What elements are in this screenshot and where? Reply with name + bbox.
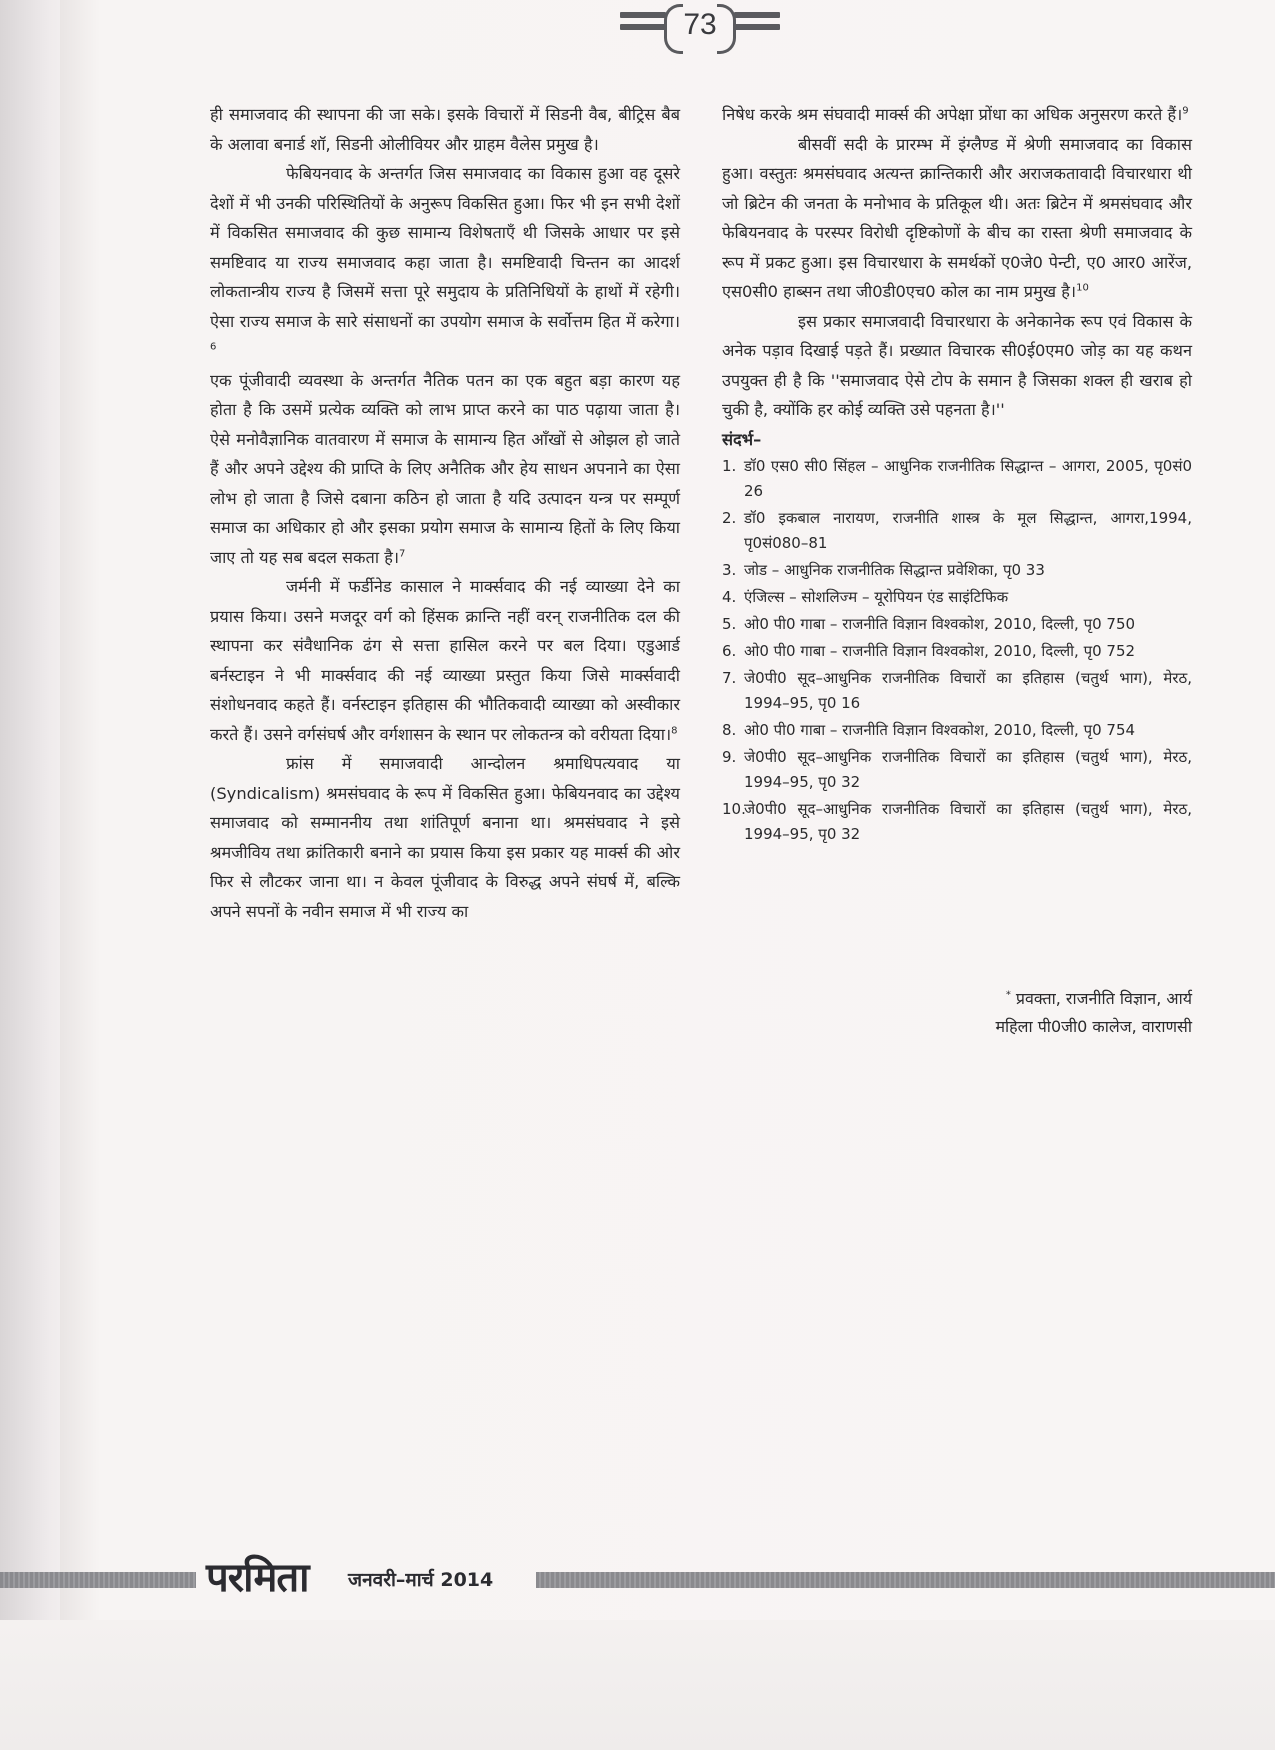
footer-rule-left bbox=[0, 1572, 196, 1588]
reference-item: 3. जोड – आधुनिक राजनीतिक सिद्धान्त प्रवेशिका, पृ0 33 bbox=[722, 561, 1045, 579]
paragraph: ही समाजवाद की स्थापना की जा सके। इसके विचारों में सिडनी वैब, बीट्रिस बैब के अलावा बनार्ड शॉ, सिडनी ओलीवियर और ग्राहम वैलेस प्रमुख है। bbox=[210, 105, 680, 154]
footer-rule-right bbox=[536, 1572, 1275, 1588]
author-line-2: महिला पी0जी0 कालेज, वाराणसी bbox=[995, 1017, 1192, 1036]
footnote-ref: 10 bbox=[1076, 282, 1089, 294]
reference-item: 1. डॉ0 एस0 सी0 सिंहल – आधुनिक राजनीतिक सिद्धान्त – आगरा, 2005, पृ0सं0 26 bbox=[722, 457, 1192, 500]
paragraph: फेबियनवाद के अन्तर्गत जिस समाजवाद का विकास हुआ वह दूसरे देशों में भी उनकी परिस्थितियों के अनुरूप विकसित हुआ। फिर भी इन सभी देशों में विकसित समाजवाद की कुछ सामान्य विशेषताएँ थी जिसके आधार पर इसे समष्टिवाद या राज्य समाजवाद कहा जाता है। समष्टिवादी चिन्तन का आदर्श लोकतान्त्रीय राज्य है जिसमें सत्ता पूरे समुदाय के प्रतिनिधियों के हाथों में रहेगी। ऐसा राज्य समाज के सारे संसाधनों का उपयोग समाज के सर्वोत्तम हित में करेगा।$^6$ bbox=[210, 164, 680, 353]
right-column bbox=[722, 100, 1192, 849]
left-column bbox=[210, 100, 680, 926]
paragraph: जर्मनी में फर्डीनेड कासाल ने मार्क्सवाद की नई व्याख्या देने का प्रयास किया। उसने मजदूर वर्ग को हिंसक क्रान्ति नहीं वरन् राजनीतिक दल की स्थापना कर संवैधानिक ढंग से सत्ता हासिल करने पर बल दिया। एडुआर्ड बर्नस्टाइन ने भी मार्क्सवाद की नई व्याख्या प्रस्तुत किया जिसे मार्क्सवादी संशोधनवाद कहते हैं। वर्नस्टाइन इतिहास की भौतिकवादी व्याख्या को अस्वीकार करते हैं। उसने वर्गसंघर्ष और वर्गशासन के स्थान पर लोकतन्त्र को वरीयता दिया।$^8$ bbox=[210, 577, 680, 744]
ornament-bars-right bbox=[734, 12, 780, 42]
bottom-margin bbox=[0, 1620, 1275, 1750]
page-number: 73 bbox=[683, 8, 717, 41]
reference-item: 2. डॉ0 इकबाल नारायण, राजनीति शास्त्र के मूल सिद्धान्त, आगरा,1994, पृ0सं080–81 bbox=[722, 509, 1192, 552]
footnote-ref: 7 bbox=[399, 548, 406, 560]
author-line-1: * प्रवक्ता, राजनीति विज्ञान, आर्य bbox=[1005, 989, 1192, 1008]
paragraph: निषेध करके श्रम संघवादी मार्क्स की अपेक्षा प्रोंधा का अधिक अनुसरण करते हैं।$^9$ bbox=[722, 105, 1189, 124]
footnote-ref: 9 bbox=[1182, 105, 1189, 117]
paragraph: फ्रांस में समाजवादी आन्दोलन श्रमाधिपत्यवाद या (Syndicalism) श्रमसंघवाद के रूप में विकसित हुआ। फेबियनवाद का उद्देश्य समाजवाद को सम्माननीय तथा शांतिपूर्ण बनाना था। श्रमसंघवाद ने इसे श्रमजीविय तथा क्रांतिकारी बनाने का प्रयास किया इस प्रकार यह मार्क्स की ओर फिर से लौटकर जाना था। न केवल पूंजीवाद के विरुद्ध अपने संघर्ष में, बल्कि अपने सपनों के नवीन समाज में भी राज्य का bbox=[210, 754, 680, 921]
references-list bbox=[722, 454, 1192, 847]
reference-item: 6. ओ0 पी0 गाबा – राजनीति विज्ञान विश्वकोश, 2010, दिल्ली, पृ0 752 bbox=[722, 642, 1136, 660]
paragraph: एक पूंजीवादी व्यवस्था के अन्तर्गत नैतिक पतन का एक बहुत बड़ा कारण यह होता है कि उसमें प्रत्येक व्यक्ति को लाभ प्राप्त करने का पाठ पढ़ाया जाता है। ऐसे मनोवैज्ञानिक वातवारण में समाज के सामान्य हित आँखों से ओझल हो जाते हैं और अपने उद्देश्य की प्राप्ति के लिए अनैतिक और हेय साधन अपनाने का ऐसा लोभ हो जाता है जिसे दबाना कठिन हो जाता है यदि उत्पादन यन्त्र पर सम्पूर्ण समाज का अधिकार हो और इसका प्रयोग समाज के सामान्य हितों के लिए किया जाए तो यह सब बदल सकता है।$^7$ bbox=[210, 370, 680, 567]
author-affiliation bbox=[940, 985, 1192, 1041]
footnote-ref: 6 bbox=[210, 341, 217, 353]
footnote-ref: 8 bbox=[671, 725, 678, 737]
reference-item: 4. एंजिल्स – सोशलिज्म – यूरोपियन एंड साइंटिफिक bbox=[722, 588, 1009, 606]
page-footer bbox=[0, 1548, 1275, 1608]
reference-item: 8. ओ0 पी0 गाबा – राजनीति विज्ञान विश्वकोश, 2010, दिल्ली, पृ0 754 bbox=[722, 721, 1136, 739]
page-number-ornament bbox=[620, 4, 780, 48]
issue-date: जनवरी–मार्च 2014 bbox=[348, 1569, 494, 1591]
reference-item: 10. जे0पी0 सूद–आधुनिक राजनीतिक विचारों का इतिहास (चतुर्थ भाग), मेरठ, 1994–95, पृ0 32 bbox=[722, 800, 1192, 843]
journal-logo: परमिता bbox=[206, 1555, 309, 1601]
paragraph: बीसवीं सदी के प्रारम्भ में इंग्लैण्ड में श्रेणी समाजवाद का विकास हुआ। वस्तुतः श्रमसंघवाद अत्यन्त क्रान्तिकारी और अराजकतावादी विचारधारा थी जो ब्रिटेन की जनता के मनोभाव के प्रतिकूल थी। अतः ब्रिटेन में श्रमसंघवाद और फेबियनवाद के परस्पर विरोधी दृष्टिकोणों के बीच का रास्ता श्रेणी समाजवाद के रूप में प्रकट हुआ। इस विचारधारा के समर्थकों ए0जे0 पेन्टी, ए0 आर0 आरेंज, एस0सी0 हाब्सन तथा जी0डी0एच0 कोल का नाम प्रमुख है।$^{10}$ bbox=[722, 134, 1192, 301]
reference-item: 7. जे0पी0 सूद–आधुनिक राजनीतिक विचारों का इतिहास (चतुर्थ भाग), मेरठ, 1994–95, पृ0 16 bbox=[722, 669, 1192, 712]
references-heading: संदर्भ– bbox=[722, 429, 762, 449]
reference-item: 5. ओ0 पी0 गाबा – राजनीति विज्ञान विश्वकोश, 2010, दिल्ली, पृ0 750 bbox=[722, 615, 1136, 633]
paragraph: इस प्रकार समाजवादी विचारधारा के अनेकानेक रूप एवं विकास के अनेक पड़ाव दिखाई पड़ते हैं। प्रख्यात विचारक सी0ई0एम0 जोड़ का यह कथन उपयुक्त ही है कि ''समाजवाद ऐसे टोप के समान है जिसका शक्ल ही खराब हो चुकी है, क्योंकि हर कोई व्यक्ति उसे पहनता है।'' bbox=[722, 311, 1192, 419]
reference-item: 9. जे0पी0 सूद–आधुनिक राजनीतिक विचारों का इतिहास (चतुर्थ भाग), मेरठ, 1994–95, पृ0 32 bbox=[722, 748, 1192, 791]
